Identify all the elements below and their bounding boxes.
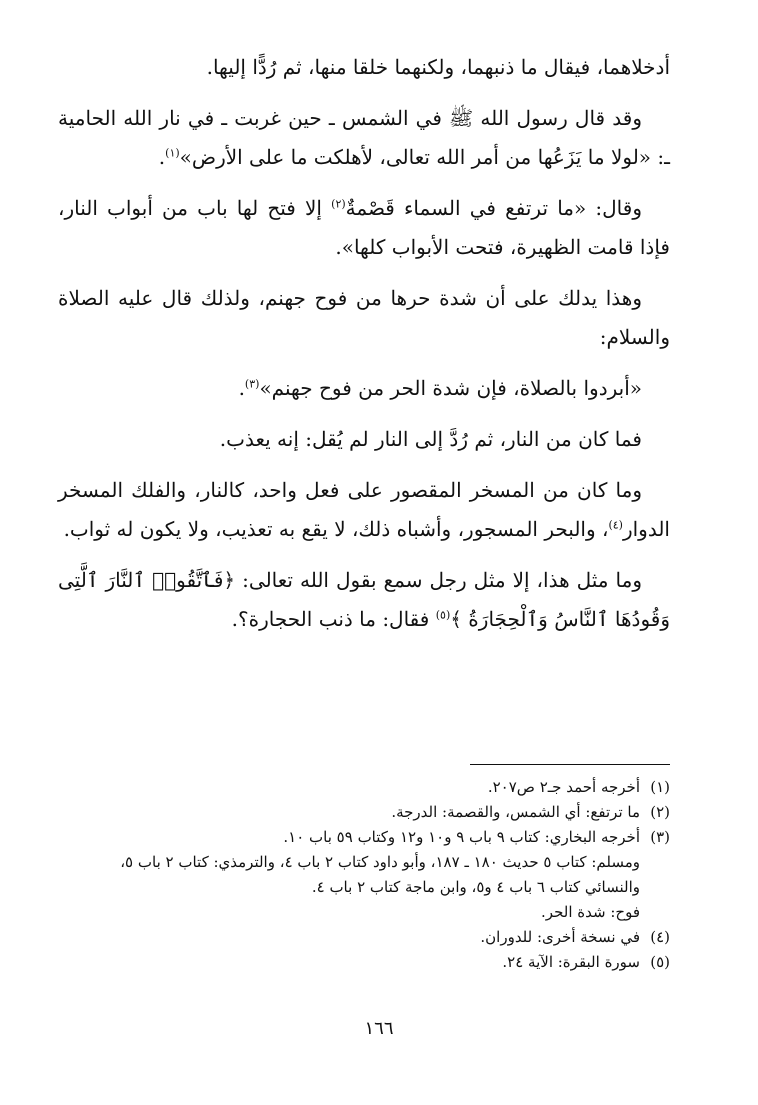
footnote-text: ما ترتفع: أي الشمس، والقصمة: الدرجة.: [391, 803, 640, 821]
footnote-number: (٣): [650, 828, 670, 846]
footnote-text: أخرجه البخاري: كتاب ٩ باب ٩ و١٠ و١٢ وكتاب ٥٩ باب ١٠.: [283, 828, 640, 846]
paragraph-5-end: .: [238, 376, 245, 400]
footnote-5: [88, 950, 670, 975]
page-number: ١٦٦: [364, 1018, 394, 1039]
paragraph-8-text-b: فقال: ما ذنب الحجارة؟.: [231, 607, 436, 631]
footnote-3-gloss: [88, 900, 670, 925]
paragraph-8-text-a: وما مثل هذا، إلا مثل رجل سمع بقول الله تعالى:: [235, 568, 642, 592]
paragraph-3: [58, 189, 670, 267]
footnote-text: ومسلم: كتاب ٥ حديث ١٨٠ ـ ١٨٧، وأبو داود كتاب ٢ باب ٤، والترمذي: كتاب ٢ باب ٥، والنسائي كتاب ٦ باب ٤ و٥، وابن ماجة كتاب ٢ باب ٤.: [120, 853, 640, 896]
footnote-number: (٤): [650, 928, 670, 946]
footnote-4: [88, 925, 670, 950]
footnotes-section: [88, 764, 670, 975]
footnote-divider: [470, 764, 670, 765]
footnote-ref-3: (٣): [244, 377, 260, 391]
footnote-ref-4: (٤): [608, 518, 623, 532]
paragraph-2-text: وقد قال رسول الله ﷺ في الشمس ـ حين غربت ـ في نار الله الحامية ـ: «لولا ما يَزَعُها من أمر الله تعالى، لأهلكت ما على الأرض»: [58, 106, 670, 169]
footnote-2: [88, 800, 670, 825]
paragraph-7-text-a: وما كان من المسخر المقصور على فعل واحد، كالنار، والفلك المسخر الدوار: [58, 478, 670, 541]
footnote-text: في نسخة أخرى: للدوران.: [480, 928, 640, 946]
footnote-number: (٢): [650, 803, 670, 821]
footnote-ref-1: (١): [165, 146, 180, 160]
paragraph-8: [58, 561, 670, 639]
paragraph-3-text-a: وقال: «ما ترتفع في السماء قَصْمةٌ: [345, 196, 642, 220]
footnote-text: أخرجه أحمد جـ٢ ص٢٠٧.: [487, 778, 640, 796]
footnote-ref-2: (٢): [331, 197, 346, 211]
quran-verse: ﴿فَٱتَّقُوا۟ ٱلنَّارَ ٱلَّتِى وَقُودُهَا ٱلنَّاسُ وَٱلْحِجَارَةُ ﴾: [58, 568, 670, 631]
footnote-text: فوح: شدة الحر.: [541, 903, 640, 921]
footnote-3: [88, 825, 670, 850]
paragraph-4: وهذا يدلك على أن شدة حرها من فوح جهنم، ولذلك قال عليه الصلاة والسلام:: [58, 286, 670, 349]
footnote-number: (١): [650, 778, 670, 796]
footnote-number: (٥): [650, 953, 670, 971]
paragraph-7-text-b: ، والبحر المسجور، وأشباه ذلك، لا يقع به تعذيب، ولا يكون له ثواب.: [63, 517, 609, 541]
footnote-text: سورة البقرة: الآية ٢٤.: [502, 953, 640, 971]
paragraph-2: [58, 99, 670, 177]
footnote-1: [88, 775, 670, 800]
footnote-ref-5: (٥): [435, 608, 451, 622]
paragraph-5-text: «أبردوا بالصلاة، فإن شدة الحر من فوح جهنم»: [259, 376, 642, 400]
footnote-3-continued: [88, 850, 670, 900]
paragraph-7: [58, 471, 670, 549]
paragraph-1: أدخلاهما، فيقال ما ذنبهما، ولكنهما خلقا منها، ثم رُدًّا إليها.: [206, 55, 670, 79]
main-text: [58, 48, 670, 651]
paragraph-2-end: .: [158, 145, 166, 169]
paragraph-5: [58, 369, 670, 408]
paragraph-3-text-b: إلا فتح لها باب من أبواب النار، فإذا قامت الظهيرة، فتحت الأبواب كلها».: [58, 196, 670, 259]
paragraph-6: فما كان من النار، ثم رُدَّ إلى النار لم يُقل: إنه يعذب.: [219, 427, 642, 451]
